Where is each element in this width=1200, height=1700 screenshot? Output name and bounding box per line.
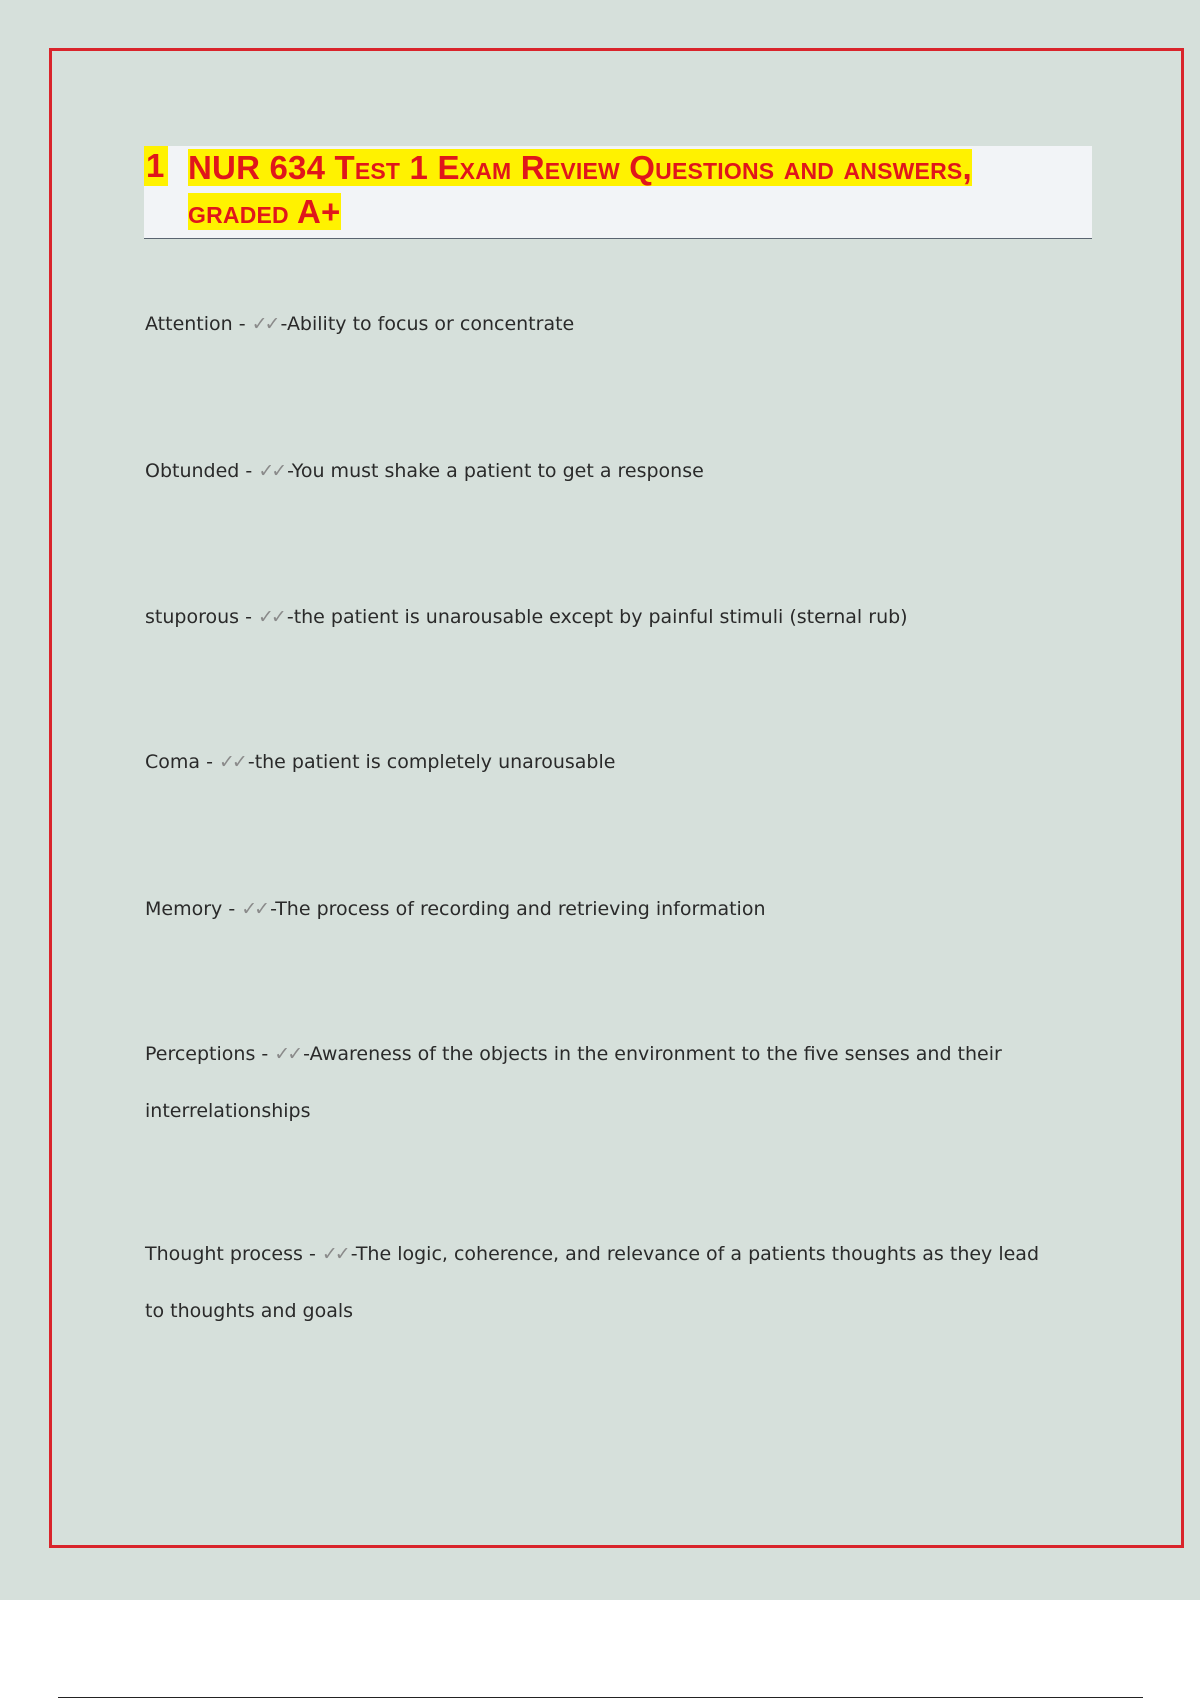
entry-memory: Memory - ✓✓ -The process of recording and retrieving information	[145, 898, 766, 920]
double-check-icon: ✓✓	[321, 1243, 348, 1265]
double-check-icon: ✓✓	[218, 751, 245, 773]
entry-stuporous: stuporous - ✓✓ -the patient is unarousable except by painful stimuli (sternal rub)	[145, 606, 908, 628]
entry-term: stuporous	[145, 606, 240, 628]
entry-term: Coma	[145, 751, 201, 773]
entry-definition: the patient is unarousable except by painful stimuli (sternal rub)	[293, 606, 908, 628]
entry-definition: Awareness of the objects in the environment to the five senses and their interrelationships	[145, 1043, 1002, 1122]
heading-number: 1	[144, 146, 168, 186]
entry-definition: You must shake a patient to get a response	[291, 460, 704, 482]
entry-definition: Ability to focus or concentrate	[286, 313, 575, 335]
entry-term: Perceptions	[145, 1043, 256, 1065]
entry-term: Memory	[145, 898, 223, 920]
entry-obtunded: Obtunded - ✓✓ -You must shake a patient to get a response	[145, 460, 704, 482]
entry-thought-process: Thought process - ✓✓ -The logic, coherence, and relevance of a patients thoughts as they lead to thoughts and goals	[145, 1243, 1040, 1322]
entry-coma: Coma - ✓✓ -the patient is completely unarousable	[145, 751, 616, 773]
entry-definition: The logic, coherence, and relevance of a patients thoughts as they lead to thoughts and goals	[145, 1243, 1040, 1322]
entry-perceptions: Perceptions - ✓✓ -Awareness of the objects in the environment to the five senses and their interrelationships	[145, 1043, 1002, 1122]
double-check-icon: ✓✓	[241, 898, 268, 920]
heading-title	[188, 146, 1048, 234]
double-check-icon: ✓✓	[274, 1043, 301, 1065]
footer-divider	[58, 1697, 1143, 1698]
entry-definition: the patient is completely unarousable	[254, 751, 616, 773]
double-check-icon: ✓✓	[251, 313, 278, 335]
entry-term: Attention	[145, 313, 233, 335]
double-check-icon: ✓✓	[258, 460, 285, 482]
entry-attention: Attention - ✓✓ -Ability to focus or concentrate	[145, 313, 575, 335]
entry-definition: The process of recording and retrieving information	[275, 898, 766, 920]
double-check-icon: ✓✓	[257, 606, 284, 628]
heading-block	[144, 146, 1092, 239]
heading-title-text: NUR 634 Test 1 Exam Review Questions and answers, graded A+	[188, 149, 972, 230]
entry-term: Thought process	[145, 1243, 303, 1265]
entry-term: Obtunded	[145, 460, 240, 482]
